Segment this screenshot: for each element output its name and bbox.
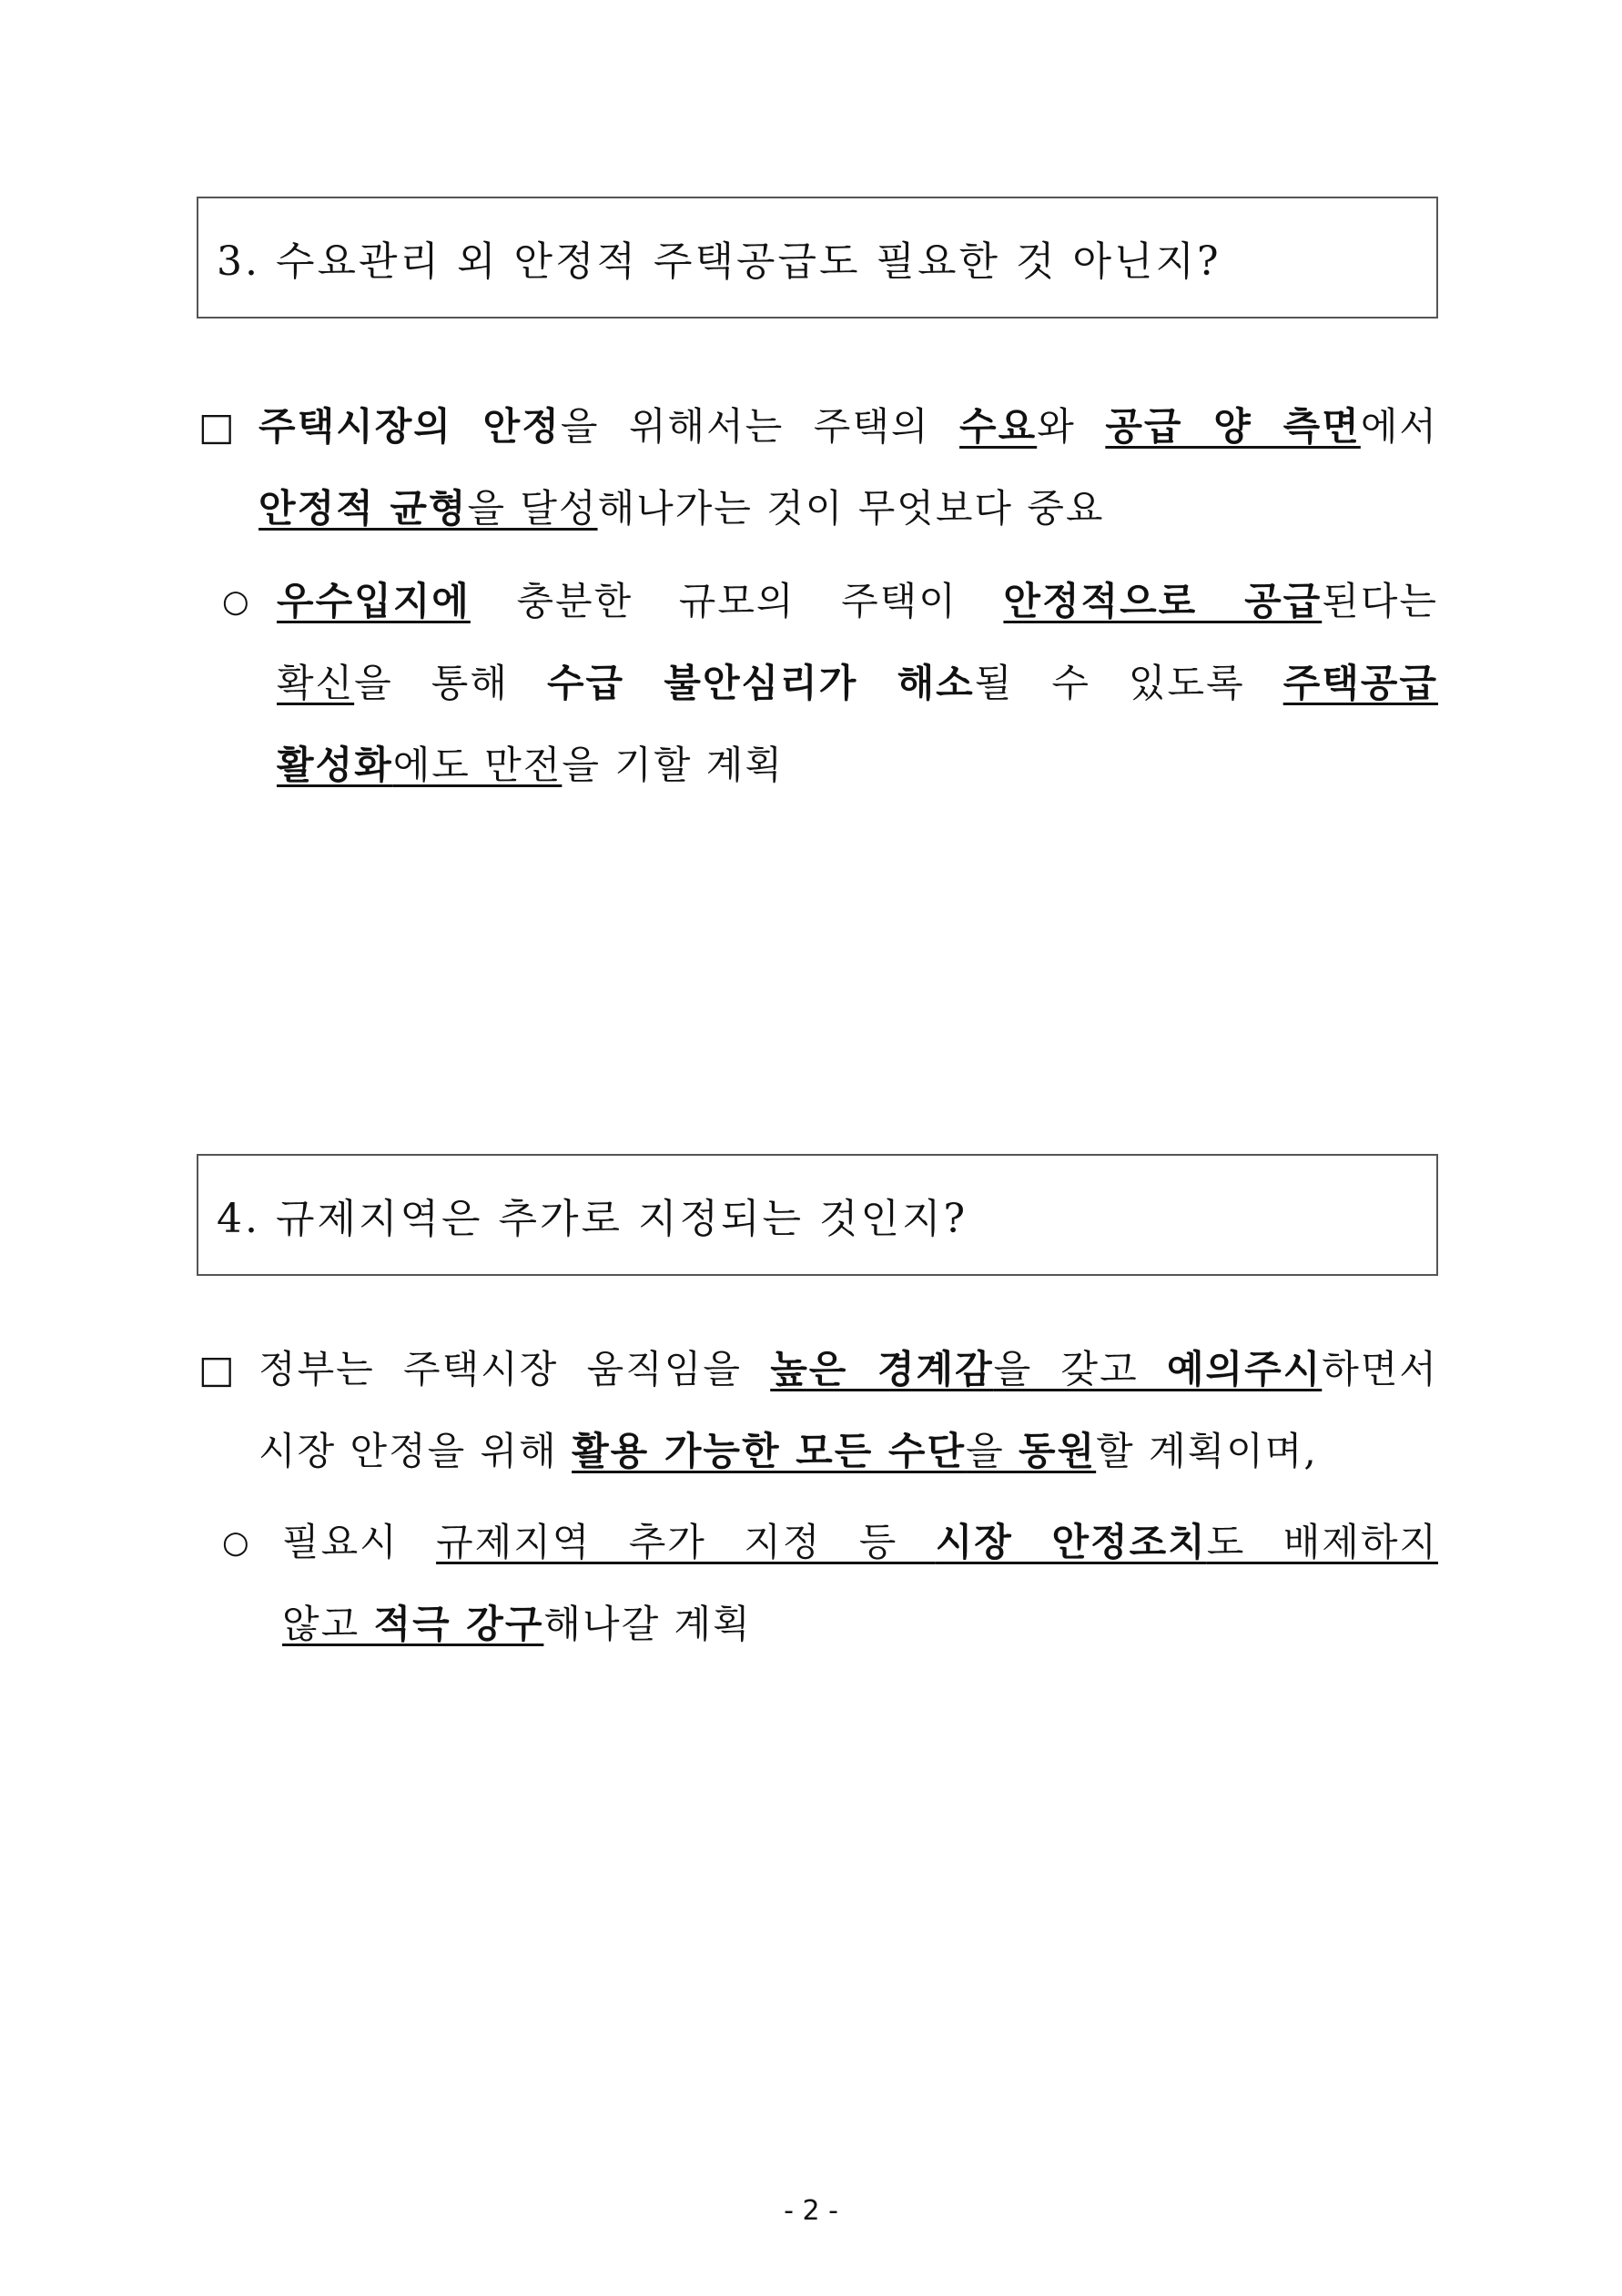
body-text: 해나갈 계획 — [543, 1602, 752, 1646]
paragraph-line — [282, 1502, 1438, 1583]
paragraph-line — [259, 1329, 1438, 1411]
emphasis-text: 주택공급 — [1282, 661, 1438, 705]
emphasis-text: 시장 안정조치 — [935, 1520, 1207, 1564]
emphasis-text: 주택시장의 안정 — [259, 404, 561, 449]
emphasis-text: 동원 — [1019, 1429, 1097, 1473]
paragraph-line — [282, 1583, 1438, 1665]
body-text: 을 통해 — [354, 661, 547, 705]
body-text: 확신 — [277, 661, 355, 705]
emphasis-text: 높은 경계감 — [770, 1347, 994, 1391]
section-3-sub-paragraph — [277, 561, 1438, 806]
body-text: 하면서 — [1322, 1347, 1438, 1391]
body-text: 을 달성 — [467, 486, 598, 531]
body-text: 시장 안정을 위해 — [259, 1429, 573, 1473]
emphasis-text: 활성화 — [277, 743, 393, 787]
section-4-main-paragraph — [259, 1329, 1438, 1492]
body-text: 에도 만전 — [392, 743, 563, 787]
emphasis-text: 안정적으로 공급 — [1003, 579, 1323, 623]
section-3-title: 3. 수요관리 외 안정적 주택공급도 필요한 것 아닌지? — [217, 238, 1222, 285]
body-text: 충분한 규모의 주택이 — [470, 579, 1004, 623]
body-text: 을 위해서는 주택의 — [560, 404, 960, 449]
emphasis-text: 활용 가능한 모든 수단 — [572, 1429, 967, 1473]
body-text: 않고 — [282, 1602, 374, 1646]
section-3-main-bullet: □ — [198, 404, 235, 449]
emphasis-text: 예의주시 — [1166, 1347, 1323, 1391]
paragraph-line — [259, 1411, 1438, 1492]
emphasis-text: 수급 불안심리가 해소 — [546, 661, 975, 705]
body-text: 을 기할 계획 — [562, 743, 784, 787]
body-text: 와 — [1037, 404, 1106, 449]
emphasis-text: 안정적 균형 — [259, 486, 468, 531]
section-3-main-paragraph — [259, 386, 1438, 550]
section-4-sub-paragraph — [282, 1502, 1438, 1665]
emphasis-text: 우수입지에 — [277, 579, 471, 623]
body-text: 을 — [966, 1429, 1019, 1473]
paragraph-line — [277, 561, 1438, 642]
section-4-question-box — [197, 1154, 1438, 1276]
body-text: 될 수 있도록 — [974, 661, 1283, 705]
body-text: 규제지역 추가 지정 등 — [436, 1520, 936, 1564]
section-3-sub-bullet: ○ — [222, 583, 249, 620]
body-text: 정부는 주택시장 움직임을 — [259, 1347, 771, 1391]
body-text: 에서 — [1360, 404, 1438, 449]
section-4-title: 4. 규제지역은 추가로 지정되는 것인지? — [217, 1196, 968, 1242]
body-text: 도 배제하지 — [1206, 1520, 1438, 1564]
section-3-question-box — [197, 197, 1438, 319]
body-text: 된다는 — [1322, 579, 1438, 623]
page-number: - 2 - — [784, 2195, 838, 2227]
paragraph-line — [259, 468, 1438, 550]
body-text: 을 갖고 — [993, 1347, 1167, 1391]
emphasis-text: 수요 — [959, 404, 1038, 449]
emphasis-text: 공급 양 측면 — [1105, 404, 1361, 449]
body-text: 필요시 — [282, 1520, 437, 1564]
paragraph-line — [277, 642, 1438, 724]
body-text: 해나가는 것이 무엇보다 중요 — [597, 486, 1105, 531]
body-text: 할 계획이며, — [1096, 1429, 1318, 1473]
emphasis-text: 적극 강구 — [373, 1602, 544, 1646]
section-4-sub-bullet: ○ — [222, 1524, 249, 1561]
paragraph-line — [259, 386, 1438, 468]
paragraph-line — [277, 724, 1438, 806]
section-4-main-bullet: □ — [198, 1347, 235, 1391]
